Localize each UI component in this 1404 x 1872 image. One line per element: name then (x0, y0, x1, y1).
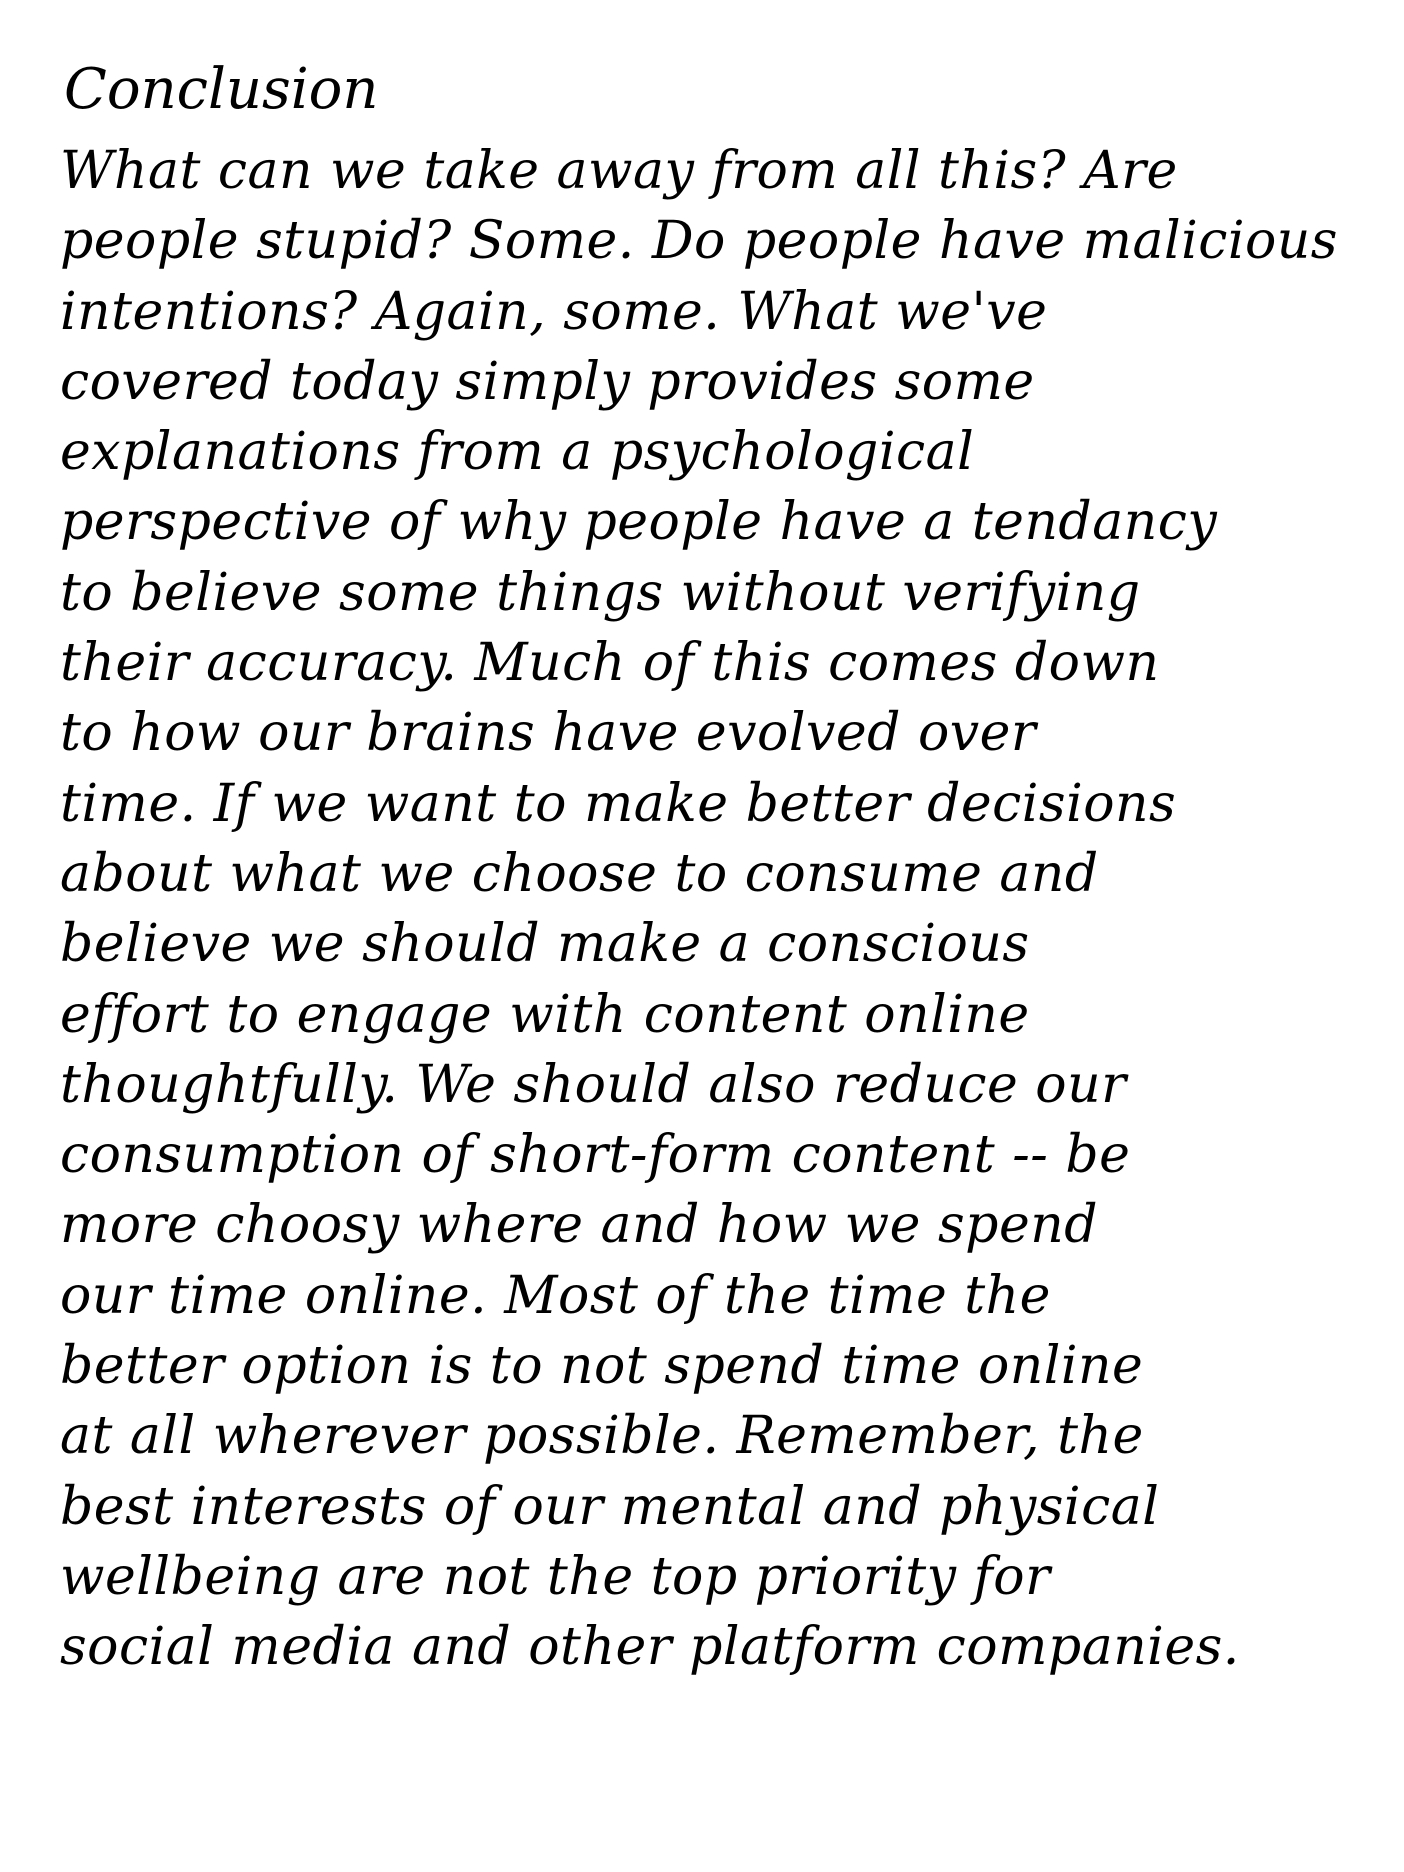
text-line: our time online. Most of the time the (60, 1265, 1051, 1326)
text-line: better option is to not spend time online (60, 1336, 1144, 1397)
text-line: about what we choose to consume and (60, 843, 1099, 904)
text-line: thoughtfully. We should also reduce our (60, 1054, 1127, 1115)
text-line: time. If we want to make better decisions (60, 773, 1177, 834)
text-line: people stupid? Some. Do people have malicious (60, 211, 1338, 272)
text-line: best interests of our mental and physical (60, 1476, 1160, 1537)
text-line: at all wherever possible. Remember, the (60, 1406, 1144, 1467)
text-line: more choosy where and how we spend (60, 1195, 1099, 1256)
text-line: their accuracy. Much of this comes down (60, 633, 1160, 694)
text-line: to believe some things without verifying (60, 562, 1141, 623)
handwritten-paragraph (60, 136, 1380, 1683)
text-line: explanations from a psychological (60, 422, 975, 483)
text-line: to how our brains have evolved over (60, 703, 1037, 764)
text-line: covered today simply provides some (60, 351, 1035, 412)
page-heading: Conclusion (64, 57, 379, 122)
text-line: perspective of why people have a tendancy (60, 492, 1218, 553)
text-line: intentions? Again, some. What we've (60, 281, 1048, 342)
text-line: believe we should make a conscious (60, 914, 1030, 975)
text-line: consumption of short-form content -- be (60, 1125, 1131, 1186)
text-line: wellbeing are not the top priority for (60, 1546, 1051, 1607)
text-line: effort to engage with content online (60, 984, 1030, 1045)
text-line: social media and other platform companies. (60, 1617, 1240, 1678)
text-line: What can we take away from all this? Are (60, 141, 1178, 201)
